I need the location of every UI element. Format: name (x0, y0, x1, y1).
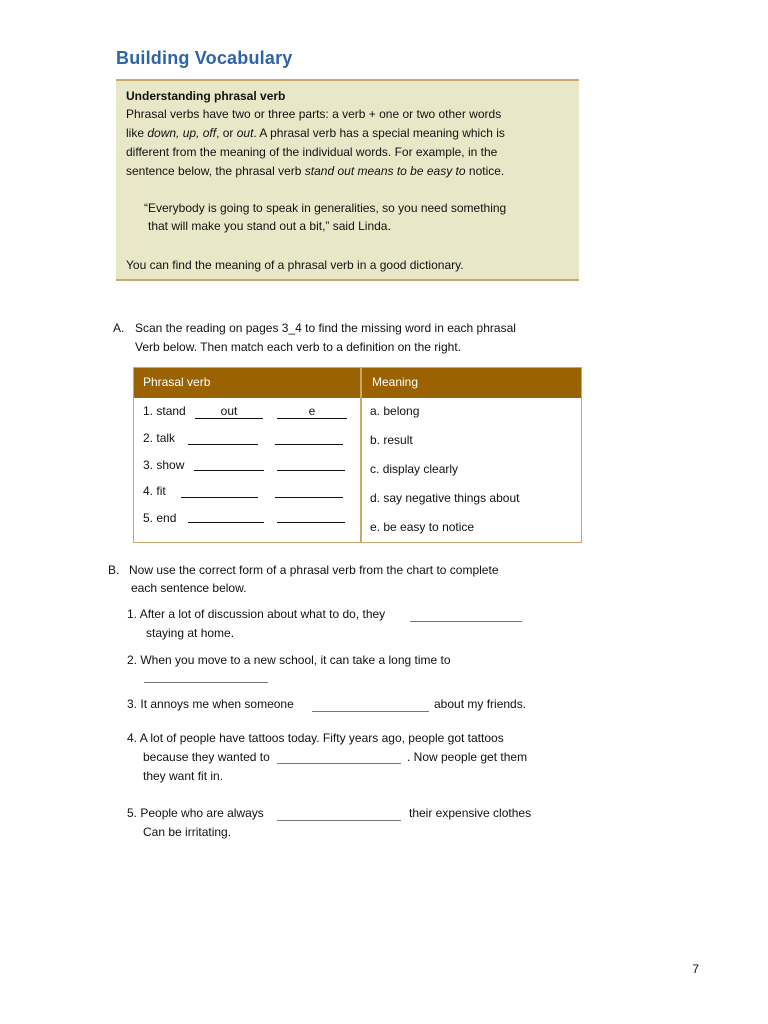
exercise-item (127, 729, 504, 747)
item-text: After a lot of discussion about what to do, they (139, 607, 386, 621)
info-box-line: different from the meaning of the individual words. For example, in the (126, 145, 498, 159)
verb-text: stand (156, 404, 186, 418)
italic-text: down, up, off (147, 126, 217, 140)
row-number: 1. (143, 404, 154, 418)
section-letter: A. (113, 321, 125, 335)
answer-blank[interactable] (277, 456, 345, 471)
answer-blank[interactable] (277, 762, 401, 764)
text-run: , or (216, 126, 237, 140)
info-box-footer: You can find the meaning of a phrasal verb in a good dictionary. (126, 258, 464, 272)
meaning-item (370, 491, 519, 505)
table-row (143, 511, 176, 525)
verb-text: show (156, 458, 185, 472)
italic-text: stand out means to be easy to (304, 164, 466, 178)
text-run: notice. (465, 164, 505, 178)
item-text: staying at home. (146, 626, 235, 640)
table-row (143, 458, 184, 472)
answer-blank[interactable] (194, 456, 264, 471)
answer-blank[interactable]: e (277, 404, 347, 419)
meaning-letter: b. (370, 433, 381, 447)
info-box-line: Phrasal verbs have two or three parts: a verb + one or two other words (126, 107, 502, 121)
answer-blank[interactable] (275, 430, 343, 445)
meaning-text: result (383, 433, 413, 447)
meaning-item (370, 462, 458, 476)
meaning-text: display clearly (382, 462, 459, 476)
item-number: 5. (127, 806, 138, 820)
column-header: Phrasal verb (143, 375, 211, 389)
column-divider (360, 368, 362, 542)
meaning-text: belong (383, 404, 420, 418)
quote-line: that will make you stand out a bit,” said Linda. (148, 219, 391, 233)
info-box-line (126, 164, 504, 179)
meaning-letter: a. (370, 404, 381, 418)
exercise-item (127, 651, 451, 669)
item-text: A lot of people have tattoos today. Fifty years ago, people got tattoos (139, 731, 504, 745)
verb-text: end (156, 511, 177, 525)
item-text: People who are always (140, 806, 264, 820)
row-number: 3. (143, 458, 154, 472)
exercise-item (127, 695, 294, 713)
row-number: 4. (143, 484, 154, 498)
row-number: 2. (143, 431, 154, 445)
exercise-item (127, 605, 385, 623)
item-number: 3. (127, 697, 138, 711)
item-text: about my friends. (434, 697, 527, 711)
row-number: 5. (143, 511, 154, 525)
meaning-item (370, 433, 413, 447)
section-instruction: Verb below. Then match each verb to a definition on the right. (135, 340, 461, 354)
answer-blank[interactable]: out (195, 404, 263, 419)
meaning-text: be easy to notice (383, 520, 475, 534)
column-header: Meaning (372, 375, 419, 389)
item-text: they want fit in. (143, 769, 224, 783)
item-text: It annoys me when someone (140, 697, 294, 711)
answer-blank[interactable] (277, 819, 401, 821)
answer-blank[interactable] (188, 430, 258, 445)
verb-text: fit (156, 484, 166, 498)
info-box-line (126, 126, 505, 141)
italic-text: out (236, 126, 254, 140)
answer-blank[interactable] (410, 620, 522, 622)
section-instruction: Now use the correct form of a phrasal verb from the chart to complete (129, 563, 499, 577)
item-text: their expensive clothes (409, 806, 532, 820)
page-number: 7 (692, 962, 699, 976)
meaning-item (370, 520, 474, 534)
item-number: 2. (127, 653, 138, 667)
info-box-heading: Understanding phrasal verb (126, 89, 286, 103)
answer-blank[interactable] (275, 483, 343, 498)
meaning-item (370, 404, 419, 418)
section-instruction: Scan the reading on pages 3_4 to find the missing word in each phrasal (135, 321, 516, 335)
page-title: Building Vocabulary (116, 48, 293, 68)
item-number: 1. (127, 607, 138, 621)
table-row (143, 431, 175, 445)
item-text: . Now people get them (407, 750, 528, 764)
section-instruction: each sentence below. (131, 581, 247, 595)
item-number: 4. (127, 731, 138, 745)
meaning-letter: d. (370, 491, 381, 505)
phrasal-verb-table (133, 367, 582, 543)
answer-blank[interactable] (181, 483, 258, 498)
meaning-text: say negative things about (383, 491, 520, 505)
quote-line: “Everybody is going to speak in generalities, so you need something (144, 201, 507, 215)
exercise-item (127, 804, 264, 822)
table-row (143, 484, 166, 498)
item-text: because they wanted to (143, 750, 270, 764)
item-text: Can be irritating. (143, 825, 232, 839)
answer-blank[interactable] (312, 710, 429, 712)
text-run: sentence below, the phrasal verb (126, 164, 305, 178)
meaning-letter: e. (370, 520, 381, 534)
table-header (134, 368, 581, 398)
section-letter: B. (108, 563, 120, 577)
text-run: like (126, 126, 148, 140)
answer-blank[interactable] (144, 681, 268, 683)
meaning-letter: c. (370, 462, 380, 476)
info-box (116, 79, 579, 281)
verb-text: talk (156, 431, 176, 445)
answer-blank[interactable] (277, 508, 345, 523)
answer-blank[interactable] (188, 508, 264, 523)
text-run: . A phrasal verb has a special meaning which is (253, 126, 505, 140)
table-row (143, 404, 186, 418)
item-text: When you move to a new school, it can take a long time to (140, 653, 451, 667)
